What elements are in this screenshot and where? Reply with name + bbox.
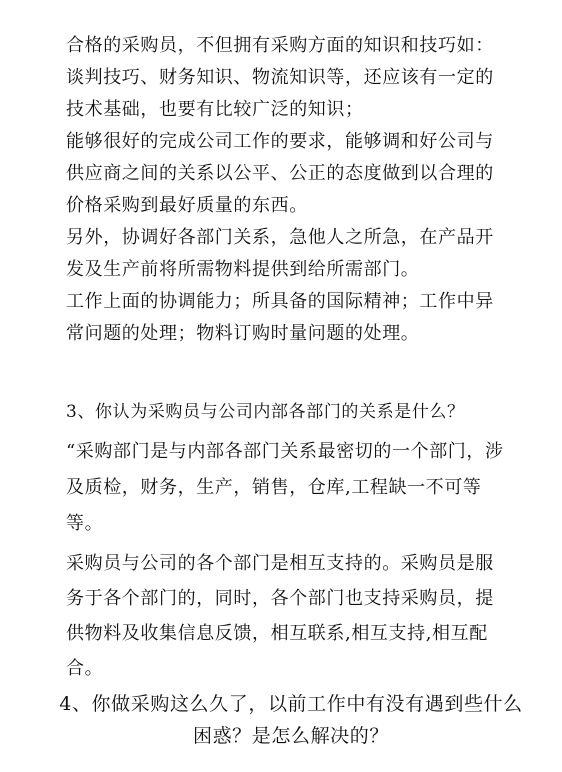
paragraph-department-coordination: 另外，协调好各部门关系，急他人之所急，在产品开发及生产前将所需物料提供到给所需部门。 [66, 227, 494, 280]
paragraph-work-abilities: 工作上面的协调能力；所具备的国际精神；工作中异常问题的处理；物料订购时量问题的处理。 [66, 291, 494, 344]
paragraph-mutual-support: 采购员与公司的各个部门是相互支持的。采购员是服务于各个部门的，同时，各个部门也支持采购员，提供物料及收集信息反馈，相互联系,相互支持,相互配合。 [66, 553, 494, 679]
question-3-heading: 3、你认为采购员与公司内部各部门的关系是什么？ [66, 402, 465, 422]
paragraph-purchasing-department: “采购部门是与内部各部门关系最密切的一个部门，涉及质检，财务，生产，销售，仓库,工程缺一不可等等。 [66, 441, 504, 534]
paragraph-supplier-relations: 能够很好的完成公司工作的要求，能够调和好公司与供应商之间的关系以公平、公正的态度做到以合理的价格采购到最好质量的东西。 [66, 131, 494, 216]
paragraph-buyer-qualifications: 合格的采购员，不但拥有采购方面的知识和技巧如：谈判技巧、财务知识、物流知识等，还应该有一定的技术基础，也要有比较广泛的知识； [66, 35, 494, 120]
question-4-heading: 4、你做采购这么久了，以前工作中有没有遇到些什么困惑？是怎么解决的？ [59, 693, 523, 747]
